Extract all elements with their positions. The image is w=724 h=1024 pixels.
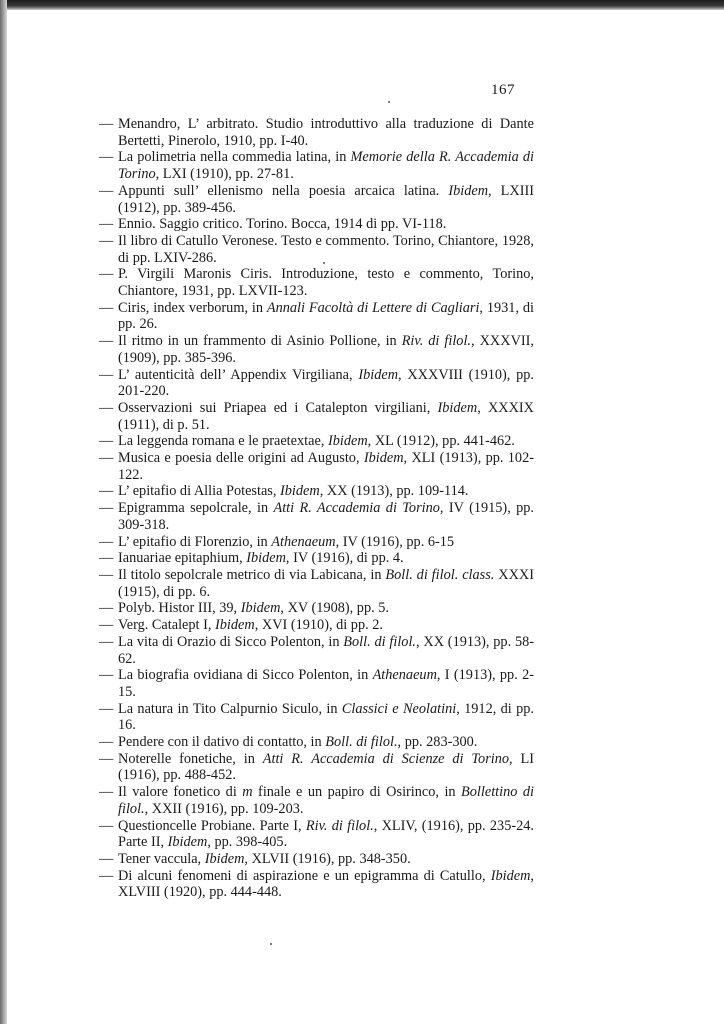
entry-text: Ciris, index verborum, in Annali Facoltà di Lettere di Cagliari, 1931, di pp. 26. <box>118 299 535 333</box>
bibliography-entry <box>97 534 534 551</box>
entry-dash: — <box>99 299 114 316</box>
bibliography-entry <box>97 183 534 216</box>
entry-dash: — <box>99 633 114 650</box>
entry-dash: — <box>99 500 114 517</box>
entry-dash: — <box>99 700 114 717</box>
entry-text: L’ autenticità dell’ Appendix Virgiliana, Ibidem, XXXVIII (1910), pp. 201-220. <box>118 366 534 400</box>
bibliography-entry <box>97 600 534 617</box>
entry-text: La leggenda romana e le praetextae, Ibidem, XL (1912), pp. 441-462. <box>118 433 515 450</box>
entry-dash: — <box>99 550 114 567</box>
entry-italic-title: m <box>242 784 253 801</box>
entry-text: La natura in Tito Calpurnio Siculo, in Classici e Neolatini, 1912, di pp. 16. <box>118 700 534 734</box>
entry-dash: — <box>99 333 114 350</box>
entry-text: Pendere con il dativo di contatto, in Boll. di filol., pp. 283-300. <box>118 734 478 751</box>
entry-text: Ianuariae epitaphium, Ibidem, IV (1916), di pp. 4. <box>118 550 404 567</box>
entry-italic-title: Boll. di filol. class. <box>385 566 495 583</box>
entry-italic-title: Ibidem <box>437 399 478 416</box>
entry-italic-title: Ibidem <box>363 450 404 467</box>
scan-speck <box>388 101 390 103</box>
entry-dash: — <box>99 450 114 467</box>
bibliography-entry <box>97 567 534 600</box>
entry-text: Ennio. Saggio critico. Torino. Bocca, 1914 di pp. VI-118. <box>118 216 447 233</box>
bibliography-entry <box>97 550 534 567</box>
bibliography-entry <box>97 266 534 299</box>
bibliography-entry <box>97 149 534 182</box>
entry-italic-title: Atti R. Accademia di Torino <box>273 500 440 517</box>
entry-italic-title: Ibidem <box>204 850 245 867</box>
entry-dash: — <box>99 149 114 166</box>
entry-text: Osservazioni sui Priapea ed i Catalepton virgiliani, Ibidem, XXXIX (1911), di p. 51. <box>118 399 535 433</box>
entry-italic-title: Ibidem <box>280 483 320 500</box>
entry-text: Verg. Catalept I, Ibidem, XVI (1910), di pp. 2. <box>118 617 383 634</box>
entry-dash: — <box>99 232 114 249</box>
bibliography-entry <box>97 233 534 266</box>
entry-text: Menandro, L’ arbitrato. Studio introduttivo alla traduzione di Dante Bertetti, Pinerolo, 1910, pp. I-40. <box>118 116 534 149</box>
entry-text: Questioncelle Probiane. Parte I, Riv. di filol., XLIV, (1916), pp. 235-24. Parte II, Ibidem, pp. 398-405. <box>118 817 534 851</box>
bibliography-entry <box>97 367 534 400</box>
entry-text: Epigramma sepolcrale, in Atti R. Accademia di Torino, IV (1915), pp. 309-318. <box>118 500 535 533</box>
entry-dash: — <box>99 850 114 867</box>
entry-italic-title: Athenaeum <box>271 533 336 550</box>
entry-dash: — <box>99 433 114 450</box>
entry-dash: — <box>99 734 114 751</box>
bibliography-entry <box>97 500 534 533</box>
entry-text: Il titolo sepolcrale metrico di via Labicana, in Boll. di filol. class. XXXI (1915), di pp. 6. <box>118 566 535 600</box>
bibliography-entry <box>97 734 534 751</box>
entry-italic-title: Ibidem <box>167 834 208 851</box>
entry-italic-title: Atti R. Accademia di Scienze di Torino <box>262 750 510 767</box>
entry-text: Noterelle fonetiche, in Atti R. Accademia di Scienze di Torino, LI (1916), pp. 488-452. <box>118 750 534 784</box>
scan-speck <box>323 262 325 264</box>
entry-dash: — <box>99 566 114 583</box>
bibliography-entry <box>97 433 534 450</box>
entry-text: Polyb. Histor III, 39, Ibidem, XV (1908), pp. 5. <box>118 600 389 617</box>
entry-dash: — <box>99 266 114 283</box>
bibliography-entry <box>97 667 534 700</box>
entry-italic-title: Annali Facoltà di Lettere di Cagliari <box>266 299 480 316</box>
entry-dash: — <box>99 600 114 617</box>
entry-dash: — <box>99 617 114 634</box>
entry-dash: — <box>99 399 114 416</box>
entry-dash: — <box>99 483 114 500</box>
scan-speck <box>270 943 272 945</box>
entry-dash: — <box>99 817 114 834</box>
entry-italic-title: Memorie della R. Accademia di Torino <box>118 149 534 183</box>
bibliography-entry <box>97 483 534 500</box>
entry-italic-title: Boll. di filol. <box>325 734 398 751</box>
bibliography-entry <box>97 868 534 901</box>
entry-italic-title: Ibidem <box>327 433 368 450</box>
entry-italic-title: Ibidem <box>215 617 255 634</box>
entry-italic-title: Ibidem <box>246 550 286 567</box>
bibliography-entry <box>97 116 534 149</box>
entry-italic-title: Ibidem <box>448 182 489 199</box>
entry-text: Di alcuni fenomeni di aspirazione e un epigramma di Catullo, Ibidem, XLVIII (1920), pp. 444-448. <box>118 867 534 901</box>
entry-text: Appunti sull’ ellenismo nella poesia arcaica latina. Ibidem, LXIII (1912), pp. 389-456. <box>118 182 534 216</box>
entry-dash: — <box>99 366 114 383</box>
bibliography-entry <box>97 617 534 634</box>
bibliography-entry <box>97 851 534 868</box>
entry-dash: — <box>99 784 114 801</box>
entry-dash: — <box>99 216 114 233</box>
entry-dash: — <box>99 750 114 767</box>
entry-text: La biografia ovidiana di Sicco Polenton, in Athenaeum, I (1913), pp. 2-15. <box>118 667 534 700</box>
bibliography-entry <box>97 784 534 817</box>
scan-left-edge <box>0 0 7 1024</box>
entry-text: Il libro di Catullo Veronese. Testo e commento. Torino, Chiantore, 1928, di pp. LXIV-286. <box>118 232 534 266</box>
entry-text: Musica e poesia delle origini ad Augusto, Ibidem, XLI (1913), pp. 102-122. <box>118 450 534 483</box>
bibliography-entry <box>97 400 534 433</box>
entry-italic-title: Riv. di filol. <box>401 333 472 350</box>
entry-italic-title: Ibidem <box>490 867 531 884</box>
bibliography-entry <box>97 634 534 667</box>
bibliography-entry <box>97 333 534 366</box>
bibliography-entry <box>97 751 534 784</box>
entry-text: P. Virgili Maronis Ciris. Introduzione, testo e commento, Torino, Chiantore, 1931, pp. LXVII-123. <box>118 266 534 300</box>
bibliography-entry <box>97 818 534 851</box>
entry-dash: — <box>99 182 114 199</box>
entry-text: L’ epitafio di Allia Potestas, Ibidem, XX (1913), pp. 109-114. <box>118 483 469 500</box>
bibliography-list <box>97 116 534 901</box>
entry-text: La vita di Orazio di Sicco Polenton, in Boll. di filol., XX (1913), pp. 58-62. <box>118 633 535 667</box>
entry-italic-title: Athenaeum <box>372 667 437 684</box>
bibliography-entry <box>97 701 534 734</box>
entry-italic-title: Ibidem <box>240 600 281 617</box>
entry-dash: — <box>99 116 114 132</box>
bibliography-entry <box>97 300 534 333</box>
entry-text: Tener vaccula, Ibidem, XLVII (1916), pp. 348-350. <box>118 850 411 867</box>
bibliography-entry <box>97 450 534 483</box>
entry-italic-title: Classici e Neolatini <box>341 700 457 717</box>
entry-italic-title: Boll. di filol. <box>343 633 416 650</box>
bibliography-entry <box>97 216 534 233</box>
entry-italic-title: Ibidem <box>358 366 399 383</box>
entry-text: Il ritmo in un frammento di Asinio Pollione, in Riv. di filol., XXXVII, (1909), pp. 385-396. <box>118 333 534 366</box>
entry-dash: — <box>99 667 114 684</box>
page-number: 167 <box>491 82 515 98</box>
entry-italic-title: Bollettino di filol. <box>118 784 534 817</box>
entry-dash: — <box>99 533 114 550</box>
entry-text: L’ epitafio di Florenzio, in Athenaeum, IV (1916), pp. 6-15 <box>118 533 455 550</box>
scan-top-edge <box>0 0 724 10</box>
entry-text: La polimetria nella commedia latina, in Memorie della R. Accademia di Torino, LXI (1910), pp. 27-81. <box>118 149 534 183</box>
entry-italic-title: Riv. di filol. <box>305 817 374 834</box>
entry-text: Il valore fonetico di m finale e un papiro di Osirinco, in Bollettino di filol., XXII (1916), pp. 109-203. <box>118 784 534 817</box>
entry-dash: — <box>99 867 114 884</box>
